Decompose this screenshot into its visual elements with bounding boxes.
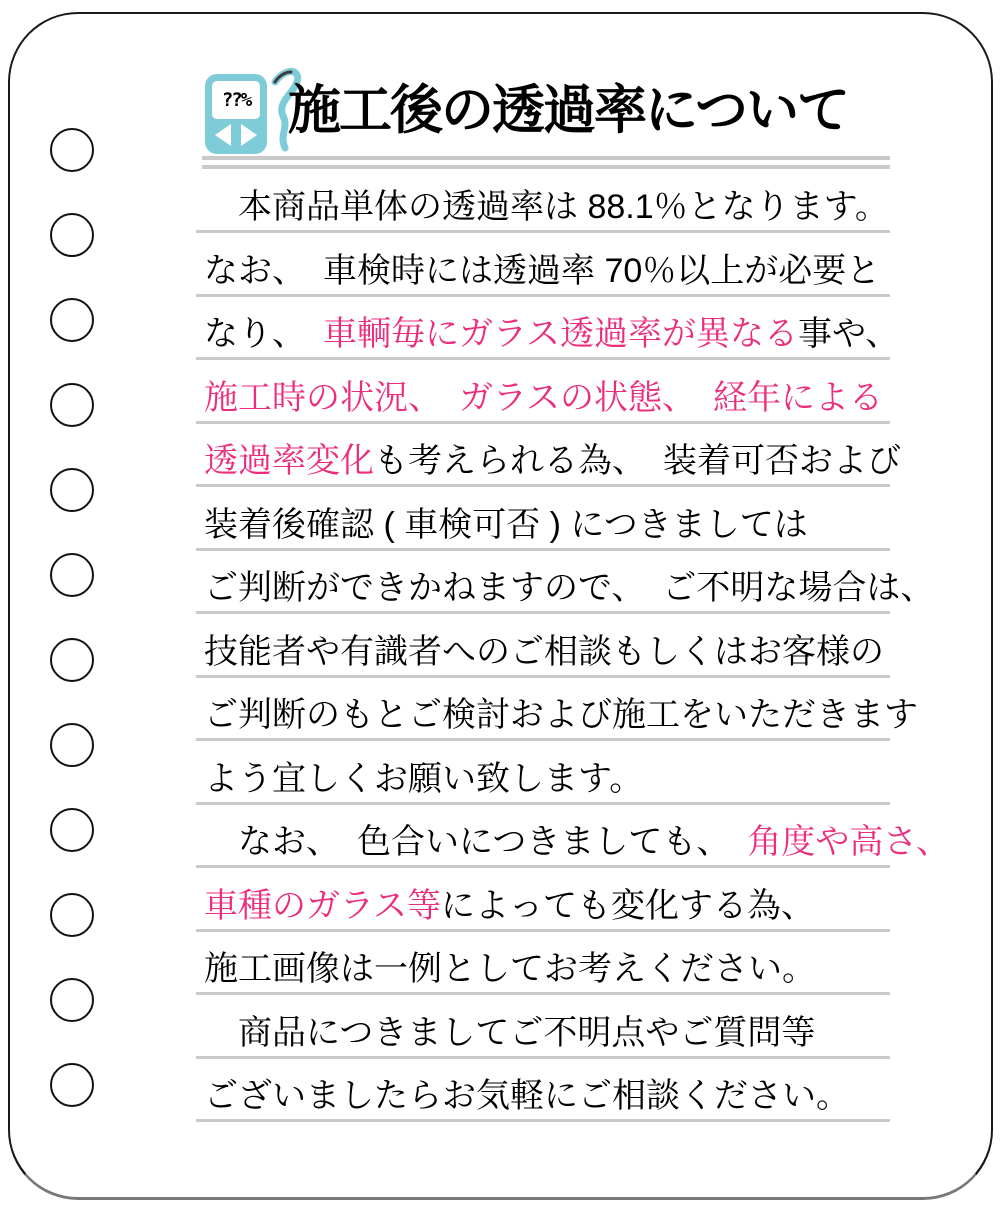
text-line-content	[204, 251, 880, 292]
binder-hole	[50, 1063, 94, 1107]
binder-hole	[50, 383, 94, 427]
text-segment: よう宜しくお願い致します。	[204, 759, 644, 798]
text-line-content	[204, 1076, 850, 1117]
body-text	[196, 186, 950, 1139]
highlighted-text-segment: 車輌毎にガラス透過率が異なる	[323, 315, 798, 353]
text-segment: なお、 色合いにつきましても、	[204, 823, 748, 861]
page-title: 施工後の透過率について	[288, 81, 848, 140]
text-line-content	[204, 886, 815, 927]
text-line	[196, 440, 901, 504]
rule-bar	[202, 165, 890, 169]
meter-screen-text: ??%	[221, 89, 251, 111]
binder-hole	[50, 638, 94, 682]
highlighted-text-segment: 車種のガラス等	[204, 886, 441, 925]
text-line	[196, 948, 890, 1012]
arrow-right-icon	[241, 124, 257, 146]
binder-hole	[50, 978, 94, 1022]
binder-hole	[50, 808, 94, 852]
meter-device	[205, 74, 267, 154]
text-segment: 商品につきましてご不明点やご質問等	[204, 1013, 816, 1052]
meter-screen	[212, 81, 260, 119]
text-line-content	[204, 187, 889, 228]
meter-arrows	[205, 124, 267, 146]
binder-hole	[50, 553, 94, 597]
title-double-rule	[202, 156, 890, 174]
text-line	[196, 1075, 890, 1139]
text-line	[196, 694, 918, 758]
text-segment: も考えられる為、 装着可否および	[374, 442, 901, 480]
binder-hole	[50, 723, 94, 767]
text-line	[196, 250, 890, 314]
text-segment: なお、 車検時には透過率 70％以上が必要と	[204, 251, 881, 290]
text-segment: ございましたらお気軽にご相談ください。	[204, 1077, 850, 1115]
text-line-content	[204, 695, 918, 736]
text-segment: ご判断のもとご検討および施工をいただきます	[204, 696, 918, 734]
text-segment: 技能者や有識者へのご相談もしくはお客様の	[204, 632, 884, 671]
text-line-content	[204, 314, 899, 355]
text-line-content	[204, 632, 884, 673]
text-segment: 本商品単体の透過率は 88.1％となります。	[204, 188, 889, 226]
text-line	[196, 758, 890, 822]
text-line	[196, 567, 935, 631]
rule-bar	[202, 156, 890, 160]
text-segment: なり、	[204, 315, 323, 353]
text-segment: 事や、	[797, 315, 900, 353]
text-line-content	[204, 1013, 815, 1054]
text-line-content	[204, 568, 934, 609]
text-segment: 施工画像は一例としてお考えください。	[204, 950, 816, 988]
text-line	[196, 631, 890, 695]
text-line	[196, 885, 890, 949]
text-line	[196, 377, 890, 441]
binder-hole	[50, 213, 94, 257]
text-line	[196, 313, 900, 377]
text-line	[196, 821, 950, 885]
text-line-content	[204, 759, 643, 800]
binder-hole	[50, 468, 94, 512]
text-line	[196, 1012, 890, 1076]
text-segment: ご判断ができかねますので、 ご不明な場合は、	[204, 569, 935, 607]
arrow-left-icon	[215, 124, 231, 146]
binder-hole	[50, 298, 94, 342]
binder-hole	[50, 893, 94, 937]
text-line-content	[204, 822, 950, 863]
text-line-content	[204, 949, 816, 990]
binder-hole	[50, 128, 94, 172]
text-line	[196, 504, 890, 568]
highlighted-text-segment: 透過率変化	[204, 442, 374, 480]
text-segment: によっても変化する為、	[440, 886, 815, 925]
text-line	[196, 186, 890, 250]
highlighted-text-segment: 角度や高さ、	[747, 823, 950, 861]
text-segment: 装着後確認 ( 車検可否 ) につきましては	[204, 505, 808, 544]
text-line-content	[204, 441, 901, 482]
text-line-content	[204, 505, 808, 546]
highlighted-text-segment: 施工時の状況、 ガラスの状態、 経年による	[204, 378, 883, 417]
text-line-content	[204, 378, 883, 419]
